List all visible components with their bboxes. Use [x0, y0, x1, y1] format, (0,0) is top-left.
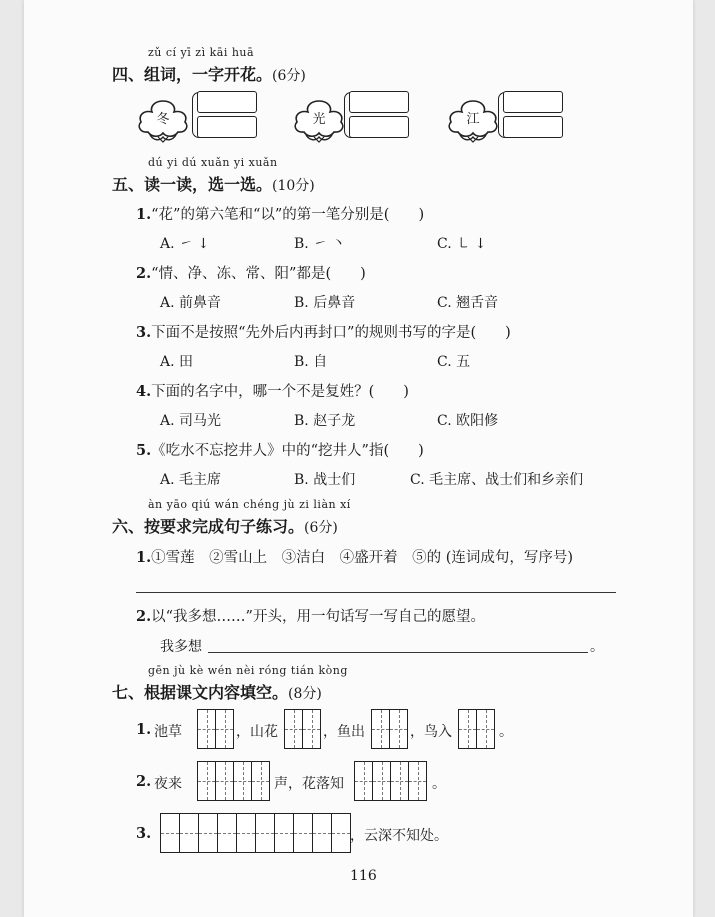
sec7-q1-part-4: ，鸟入 [410, 724, 452, 740]
sec6-q1 [136, 546, 573, 567]
sec5-q1-option-a[interactable]: A. ㇀ ↓ [160, 236, 210, 252]
flower-cloud-3 [442, 97, 504, 143]
sec6-q2-answer-line[interactable] [208, 652, 588, 653]
sec7-score: (8分) [288, 686, 322, 702]
sec7-q2-grid-1[interactable] [197, 761, 270, 801]
q-text: “花”的第六笔和“以”的第一笔分别是( ) [151, 207, 425, 223]
sec7-q1-grid-2[interactable] [284, 709, 321, 749]
sec5-q4 [136, 380, 409, 401]
sec5-q3-option-b[interactable]: B. 自 [294, 354, 328, 370]
flower-char-2: 光 [312, 112, 326, 127]
sec4-score: (6分) [272, 68, 306, 84]
sec7-q1-part-5: 。 [499, 724, 513, 740]
flower-char-3: 江 [466, 112, 480, 127]
q-text: 以“我多想……”开头，用一句话写一写自己的愿望。 [151, 609, 485, 625]
sec6-pinyin: àn yāo qiú wán chéng jù zi liàn xí [148, 498, 351, 511]
sec7-title-text: 七、根据课文内容填空。 [112, 683, 289, 702]
sec7-pinyin: gēn jù kè wén nèi róng tián kòng [148, 664, 348, 677]
sec6-q1-answer-line[interactable] [136, 592, 616, 593]
sec6-score: (6分) [304, 520, 338, 536]
sec5-q1 [136, 203, 424, 224]
q-num: 1. [136, 206, 152, 223]
sec7-q1-grid-3[interactable] [371, 709, 408, 749]
sec5-q4-option-b[interactable]: B. 赵子龙 [294, 413, 356, 429]
sec5-q5-option-c[interactable]: C. 毛主席、战士们和乡亲们 [410, 472, 584, 488]
sec7-q1-part-2: ，山花 [236, 724, 278, 740]
sec5-q5 [136, 439, 424, 460]
sec4-title [112, 62, 306, 85]
q-num: 3. [136, 324, 152, 341]
sec5-q2-option-c[interactable]: C. 翘舌音 [437, 295, 499, 311]
sec5-q3 [136, 321, 511, 342]
sec4-pinyin: zǔ cí yī zì kāi huā [148, 46, 255, 59]
sec5-q2 [136, 262, 366, 283]
sec5-q5-option-a[interactable]: A. 毛主席 [160, 472, 222, 488]
word-box-3a[interactable] [503, 91, 563, 113]
sec6-title [112, 514, 338, 537]
sec7-q2-num: 2. [136, 773, 152, 790]
q-num: 2. [136, 608, 152, 625]
word-box-1b[interactable] [197, 116, 257, 138]
sec5-q3-option-c[interactable]: C. 五 [437, 354, 471, 370]
q-num: 4. [136, 383, 152, 400]
word-box-1a[interactable] [197, 91, 257, 113]
sec7-q3-tail: ，云深不知处。 [350, 828, 448, 844]
sec7-q3-grid[interactable] [160, 813, 351, 853]
sec5-q4-option-a[interactable]: A. 司马光 [160, 413, 222, 429]
q-num: 1. [136, 549, 152, 566]
sec7-q2-part-3: 。 [432, 776, 446, 792]
sec5-title-text: 五、读一读，选一选。 [112, 175, 273, 194]
sec5-q5-option-b[interactable]: B. 战士们 [294, 472, 356, 488]
sec7-q2-part-1: 夜来 [154, 776, 182, 792]
sec5-q2-option-a[interactable]: A. 前鼻音 [160, 295, 222, 311]
sec5-q3-option-a[interactable]: A. 田 [160, 354, 194, 370]
sec7-title [112, 680, 322, 703]
sec5-q1-option-c[interactable]: C. ㇄ ↓ [437, 236, 487, 252]
sec5-pinyin: dú yi dú xuǎn yi xuǎn [148, 156, 278, 169]
flower-cloud-2 [288, 97, 350, 143]
sec7-q1-num: 1. [136, 721, 152, 738]
q-text: ①雪莲 ②雪山上 ③洁白 ④盛开着 ⑤的 (连词成句，写序号) [151, 550, 574, 566]
sec4-title-text: 四、组词，一字开花。 [112, 65, 273, 84]
sec7-q1-part-1: 池草 [154, 724, 182, 740]
sec7-q1-grid-1[interactable] [197, 709, 234, 749]
sec7-q1-part-3: ，鱼出 [323, 724, 365, 740]
sec5-q4-option-c[interactable]: C. 欧阳修 [437, 413, 499, 429]
word-box-2a[interactable] [349, 91, 409, 113]
worksheet-page [24, 0, 693, 917]
q-num: 5. [136, 442, 152, 459]
q-num: 2. [136, 265, 152, 282]
flower-char-1: 冬 [156, 112, 170, 127]
sec7-q3-num: 3. [136, 825, 152, 842]
q-text: “情、净、冻、常、阳”都是( ) [151, 266, 366, 282]
sec6-q2-prefix: 我多想 [160, 639, 202, 655]
word-box-2b[interactable] [349, 116, 409, 138]
sec5-q1-option-b[interactable]: B. ㇀ 丶 [294, 236, 346, 252]
sec7-q2-part-2: 声，花落知 [274, 776, 344, 792]
flower-cloud-1 [132, 97, 194, 143]
sec7-q1-grid-4[interactable] [458, 709, 495, 749]
sec6-title-text: 六、按要求完成句子练习。 [112, 517, 305, 536]
page-number: 116 [350, 868, 377, 884]
q-text: 下面不是按照“先外后内再封口”的规则书写的字是( ) [151, 325, 511, 341]
sec6-q2 [136, 605, 485, 626]
sec5-title [112, 172, 315, 195]
q-text: 《吃水不忘挖井人》中的“挖井人”指( ) [151, 443, 424, 459]
sec5-score: (10分) [272, 178, 315, 194]
sec5-q2-option-b[interactable]: B. 后鼻音 [294, 295, 356, 311]
word-box-3b[interactable] [503, 116, 563, 138]
q-text: 下面的名字中，哪一个不是复姓？( ) [151, 384, 409, 400]
sec7-q2-grid-2[interactable] [354, 761, 427, 801]
sec6-q2-end: 。 [590, 639, 604, 655]
